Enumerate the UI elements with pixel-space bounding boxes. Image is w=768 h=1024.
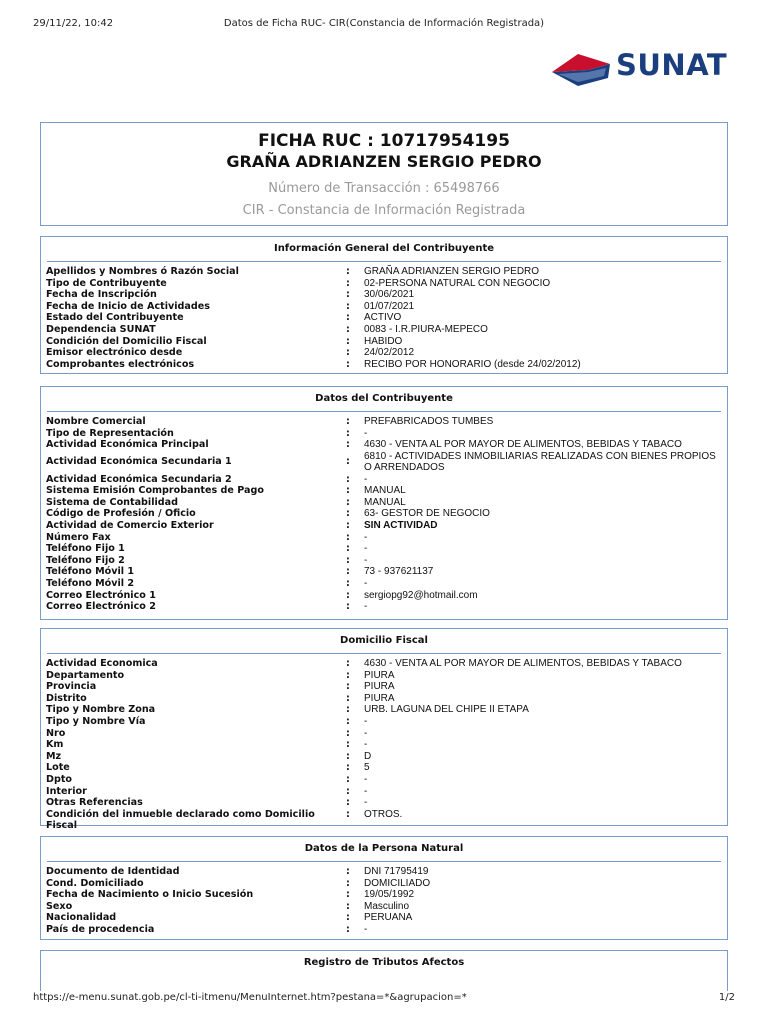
- field-value: MANUAL: [364, 485, 406, 497]
- field-value: MANUAL: [364, 496, 406, 508]
- field-separator: :: [346, 923, 350, 935]
- field-row: [41, 901, 727, 913]
- field-row: [41, 751, 727, 763]
- section-domicilio-fiscal: [40, 628, 728, 832]
- section-title: Domicilio Fiscal: [47, 629, 721, 654]
- field-row: [41, 301, 727, 313]
- field-value: -: [364, 785, 368, 797]
- field-value: GRAÑA ADRIANZEN SERGIO PEDRO: [364, 266, 540, 277]
- field-row: [41, 670, 727, 682]
- field-row: [41, 497, 727, 509]
- field-value: -: [364, 577, 368, 589]
- field-value: -: [364, 543, 368, 555]
- field-label: Teléfono Fijo 1: [46, 543, 125, 555]
- field-separator: :: [346, 681, 350, 693]
- field-value: PREFABRICADOS TUMBES: [364, 416, 494, 427]
- field-value: -: [364, 715, 368, 727]
- field-row: [41, 451, 727, 474]
- field-separator: :: [346, 692, 350, 704]
- field-label: Actividad Económica Principal: [46, 439, 209, 451]
- field-label: Sistema Emisión Comprobantes de Pago: [46, 485, 264, 497]
- field-separator: :: [346, 358, 350, 370]
- field-label: Lote: [46, 762, 70, 774]
- field-separator: :: [346, 877, 350, 889]
- field-value: -: [364, 797, 368, 809]
- field-label: Otras Referencias: [46, 797, 143, 809]
- field-row: [41, 889, 727, 901]
- section-title: Registro de Tributos Afectos: [303, 957, 465, 968]
- field-separator: :: [346, 762, 350, 774]
- taxpayer-name: GRAÑA ADRIANZEN SERGIO PEDRO: [226, 152, 542, 171]
- field-row: [41, 693, 727, 705]
- field-row: [41, 878, 727, 890]
- cir-subtitle: CIR - Constancia de Información Registrada: [242, 203, 526, 218]
- field-row: [41, 704, 727, 716]
- field-separator: :: [346, 797, 350, 809]
- field-value: Masculino: [364, 900, 410, 912]
- field-value: 6810 - ACTIVIDADES INMOBILIARIAS REALIZADAS CON BIENES PROPIOS O ARRENDADOS: [364, 450, 716, 474]
- field-separator: :: [346, 566, 350, 578]
- field-label: Sexo: [46, 900, 73, 912]
- field-separator: :: [346, 669, 350, 681]
- field-value: 19/05/1992: [364, 889, 415, 901]
- field-separator: :: [346, 496, 350, 508]
- field-value: 63- GESTOR DE NEGOCIO: [364, 508, 490, 520]
- field-separator: :: [346, 773, 350, 785]
- print-doc-title: Datos de Ficha RUC- CIR(Constancia de Información Registrada): [223, 18, 545, 29]
- ficha-ruc-title: FICHA RUC : 10717954195: [258, 131, 510, 151]
- field-label: Interior: [46, 785, 87, 797]
- field-value: -: [364, 427, 368, 439]
- field-label: Estado del Contribuyente: [46, 312, 184, 324]
- field-label: Teléfono Fijo 2: [46, 554, 125, 566]
- field-row: [41, 809, 727, 832]
- field-label: Teléfono Móvil 2: [46, 577, 135, 589]
- field-separator: :: [346, 785, 350, 797]
- field-separator: :: [346, 808, 350, 820]
- field-row: [41, 728, 727, 740]
- field-separator: :: [346, 323, 350, 335]
- field-label: Fecha de Inicio de Actividades: [46, 300, 210, 312]
- field-label: Mz: [46, 750, 62, 762]
- field-row: [41, 797, 727, 809]
- field-row: [41, 359, 727, 371]
- field-value: -: [364, 739, 368, 751]
- field-separator: :: [346, 589, 350, 601]
- field-value: sergiopg92@hotmail.com: [364, 589, 478, 601]
- field-row: [41, 289, 727, 301]
- field-row: [41, 601, 727, 613]
- field-row: [41, 774, 727, 786]
- field-value: -: [364, 773, 368, 785]
- field-separator: :: [346, 473, 350, 485]
- field-separator: :: [346, 727, 350, 739]
- field-value: 73 - 937621137: [364, 566, 434, 578]
- sunat-logo-text: SUNAT: [616, 48, 728, 82]
- field-separator: :: [346, 416, 350, 427]
- field-separator: :: [346, 715, 350, 727]
- field-label: Actividad de Comercio Exterior: [46, 519, 214, 531]
- field-separator: :: [346, 427, 350, 439]
- section-title: Datos de la Persona Natural: [47, 837, 721, 862]
- field-label: Documento de Identidad: [46, 866, 180, 877]
- field-row: [41, 347, 727, 359]
- field-row: [41, 543, 727, 555]
- field-separator: :: [346, 900, 350, 912]
- field-label: Actividad Economica: [46, 658, 158, 669]
- ficha-header-box: [40, 122, 728, 226]
- field-value: 5: [364, 762, 370, 774]
- field-value: URB. LAGUNA DEL CHIPE II ETAPA: [364, 704, 529, 716]
- section-tributos: [40, 950, 728, 991]
- print-url: https://e-menu.sunat.gob.pe/cl-ti-itmenu/MenuInternet.htm?pestana=*&agrupacion=*: [33, 992, 467, 1003]
- field-label: Nacionalidad: [46, 912, 117, 924]
- field-separator: :: [346, 485, 350, 497]
- field-value: -: [364, 727, 368, 739]
- print-page-number: 1/2: [718, 992, 735, 1003]
- field-separator: :: [346, 312, 350, 324]
- field-row: [41, 786, 727, 798]
- field-row: [41, 428, 727, 440]
- field-separator: :: [346, 266, 350, 277]
- field-label: Distrito: [46, 692, 87, 704]
- field-separator: :: [346, 750, 350, 762]
- field-separator: :: [346, 439, 350, 451]
- field-row: [41, 924, 727, 936]
- field-row: [41, 578, 727, 590]
- field-label: Tipo y Nombre Vía: [46, 715, 146, 727]
- field-value: OTROS.: [364, 808, 403, 820]
- field-value: ACTIVO: [364, 312, 402, 324]
- field-label: Nro: [46, 727, 66, 739]
- field-label: Correo Electrónico 2: [46, 601, 156, 613]
- field-value: D: [364, 750, 372, 762]
- field-label: Tipo de Contribuyente: [46, 277, 167, 289]
- field-value: DNI 71795419: [364, 866, 429, 877]
- field-separator: :: [346, 300, 350, 312]
- field-label: Departamento: [46, 669, 125, 681]
- field-value: PIURA: [364, 681, 395, 693]
- field-label: Condición del Domicilio Fiscal: [46, 335, 207, 347]
- field-row: [41, 336, 727, 348]
- section-rows: [41, 262, 727, 370]
- field-label: Número Fax: [46, 531, 111, 543]
- field-separator: :: [346, 658, 350, 669]
- field-label: Km: [46, 739, 64, 751]
- field-row: [41, 716, 727, 728]
- field-separator: :: [346, 531, 350, 543]
- field-label: Apellidos y Nombres ó Razón Social: [46, 266, 239, 277]
- field-separator: :: [346, 577, 350, 589]
- field-label: Dependencia SUNAT: [46, 323, 156, 335]
- field-row: [41, 278, 727, 290]
- field-label: Dpto: [46, 773, 73, 785]
- field-separator: :: [346, 347, 350, 359]
- field-value: DOMICILIADO: [364, 877, 431, 889]
- field-separator: :: [346, 704, 350, 716]
- field-separator: :: [346, 508, 350, 520]
- section-title: Datos del Contribuyente: [47, 387, 721, 412]
- field-row: [41, 566, 727, 578]
- field-label: Condición del inmueble declarado como Domicilio Fiscal: [46, 808, 315, 832]
- field-value: SIN ACTIVIDAD: [364, 519, 438, 531]
- field-separator: :: [346, 289, 350, 301]
- field-value: PIURA: [364, 692, 395, 704]
- field-label: Emisor electrónico desde: [46, 347, 183, 359]
- field-value: 0083 - I.R.PIURA-MEPECO: [364, 323, 488, 335]
- section-datos-contribuyente: [40, 386, 728, 620]
- field-value: PERUANA: [364, 912, 413, 924]
- field-label: Sistema de Contabilidad: [46, 496, 178, 508]
- field-row: [41, 681, 727, 693]
- field-label: Tipo y Nombre Zona: [46, 704, 156, 716]
- field-row: [41, 266, 727, 278]
- field-value: -: [364, 554, 368, 566]
- field-row: [41, 474, 727, 486]
- field-separator: :: [346, 739, 350, 751]
- field-row: [41, 658, 727, 670]
- field-value: 24/02/2012: [364, 347, 415, 359]
- field-label: Cond. Domiciliado: [46, 877, 144, 889]
- field-value: HABIDO: [364, 335, 403, 347]
- field-label: Correo Electrónico 1: [46, 589, 156, 601]
- field-row: [41, 439, 727, 451]
- field-value: RECIBO POR HONORARIO (desde 24/02/2012): [364, 358, 581, 370]
- field-row: [41, 532, 727, 544]
- field-separator: :: [346, 455, 350, 467]
- field-row: [41, 508, 727, 520]
- field-row: [41, 416, 727, 428]
- field-row: [41, 520, 727, 532]
- field-separator: :: [346, 277, 350, 289]
- transaction-number: Número de Transacción : 65498766: [268, 181, 500, 196]
- field-separator: :: [346, 335, 350, 347]
- field-label: Fecha de Inscripción: [46, 289, 157, 301]
- field-label: Nombre Comercial: [46, 416, 146, 427]
- section-persona-natural: [40, 836, 728, 940]
- field-row: [41, 590, 727, 602]
- section-title: Información General del Contribuyente: [47, 237, 721, 262]
- print-datetime: 29/11/22, 10:42: [33, 18, 114, 29]
- field-separator: :: [346, 912, 350, 924]
- field-value: 4630 - VENTA AL POR MAYOR DE ALIMENTOS, BEBIDAS Y TABACO: [364, 658, 682, 669]
- field-separator: :: [346, 889, 350, 901]
- field-row: [41, 912, 727, 924]
- field-value: -: [364, 531, 368, 543]
- section-general: [40, 236, 728, 374]
- field-label: Actividad Económica Secundaria 2: [46, 473, 232, 485]
- field-row: [41, 866, 727, 878]
- field-value: 30/06/2021: [364, 289, 415, 301]
- field-value: -: [364, 473, 368, 485]
- field-row: [41, 312, 727, 324]
- field-label: Actividad Económica Secundaria 1: [46, 455, 232, 467]
- field-separator: :: [346, 866, 350, 877]
- field-row: [41, 324, 727, 336]
- field-value: 01/07/2021: [364, 300, 415, 312]
- field-value: 4630 - VENTA AL POR MAYOR DE ALIMENTOS, BEBIDAS Y TABACO: [364, 439, 682, 451]
- field-row: [41, 555, 727, 567]
- field-label: Tipo de Representación: [46, 427, 174, 439]
- field-value: -: [364, 923, 368, 935]
- section-rows: [41, 862, 727, 936]
- field-row: [41, 739, 727, 751]
- field-label: Comprobantes electrónicos: [46, 358, 195, 370]
- section-rows: [41, 412, 727, 613]
- field-separator: :: [346, 543, 350, 555]
- field-row: [41, 762, 727, 774]
- section-rows: [41, 654, 727, 832]
- field-separator: :: [346, 519, 350, 531]
- field-label: Código de Profesión / Oficio: [46, 508, 196, 520]
- field-separator: :: [346, 554, 350, 566]
- field-row: [41, 485, 727, 497]
- field-value: PIURA: [364, 669, 395, 681]
- field-label: País de procedencia: [46, 923, 155, 935]
- field-value: 02-PERSONA NATURAL CON NEGOCIO: [364, 277, 551, 289]
- field-label: Teléfono Móvil 1: [46, 566, 135, 578]
- field-label: Provincia: [46, 681, 97, 693]
- field-label: Fecha de Nacimiento o Inicio Sucesión: [46, 889, 254, 901]
- field-value: -: [364, 601, 368, 613]
- field-separator: :: [346, 601, 350, 613]
